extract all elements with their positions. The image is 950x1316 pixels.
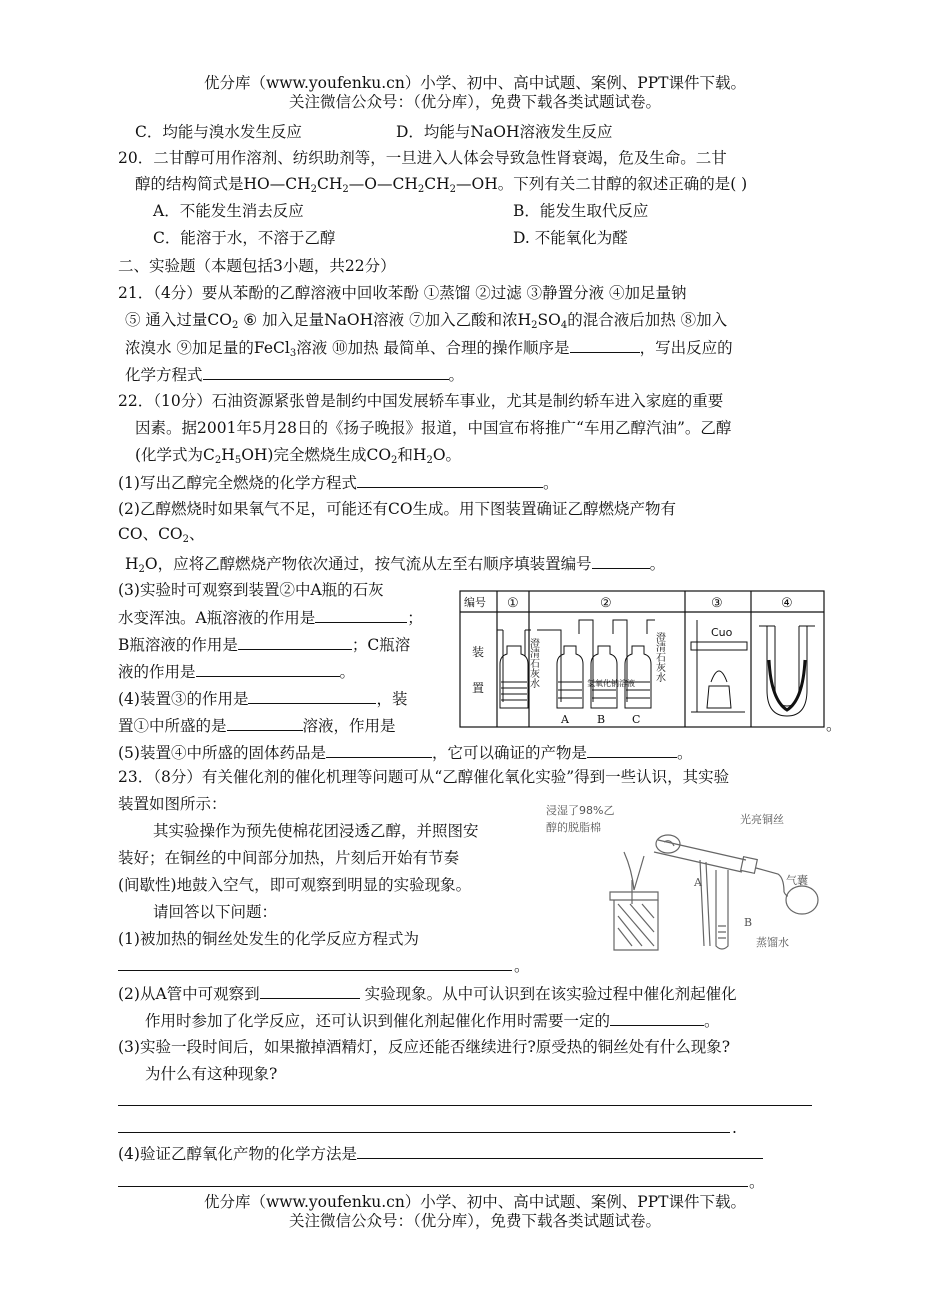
q21-equation-blank[interactable]	[203, 364, 449, 380]
q22-p3-b-blank[interactable]	[238, 634, 352, 650]
q23-apparatus-figure	[540, 800, 840, 952]
balloon-label: 气囊	[786, 874, 808, 887]
cuo-label: Cuo	[711, 626, 733, 639]
bottle-b-label: 氢氧化钠溶液	[587, 679, 635, 688]
bottle-b-letter: B	[597, 713, 606, 726]
table-num-2: ②	[600, 596, 612, 611]
q23-p3-end: .	[732, 1119, 737, 1137]
q22-line-2: 因素。据2001年5月28日的《扬子晚报》报道，中国宣布将推广“车用乙醇汽油”。乙醇	[135, 419, 732, 437]
q22-p1-blank[interactable]	[357, 472, 543, 488]
bottle-a-label: 澄清石灰水	[527, 638, 539, 688]
q23-glassware	[610, 835, 818, 950]
q19-option-d: D．均能与NaOH溶液发生反应	[396, 123, 613, 141]
table-row-label-2: 置	[472, 681, 485, 695]
header-line-2: 关注微信公众号：（优分库），免费下载各类试题试卷。	[288, 93, 661, 111]
q21-line-3: 浓溴水 ⑨加足量的FeCl$_3$溶液 ⑩加热 最简单、合理的操作顺序是 ，写出反应的	[125, 339, 733, 359]
q22-part-2-line-1: (2)乙醇燃烧时如果氧气不足，可能还有CO生成。用下图装置确证乙醇燃烧产物有	[118, 500, 677, 518]
q22-line-1: 22．（10分）石油资源紧张曾是制约中国发展轿车事业，尤其是制约轿车进入家庭的重要	[118, 392, 724, 410]
q23-line-2: 装置如图所示：	[118, 795, 227, 813]
q23-part-4: (4)验证乙醇氧化产物的化学方法是	[118, 1143, 763, 1164]
table-row-label-1: 装	[472, 645, 485, 659]
q23-part-3-line-2: 为什么有这种现象?	[145, 1065, 278, 1083]
table-num-1: ①	[507, 596, 519, 611]
footer-line-2: 关注微信公众号：（优分库），免费下载各类试题试卷。	[288, 1212, 661, 1230]
bottle-c-label: 澄清石灰水	[653, 632, 665, 682]
q23-line-5: (间歇性)地鼓入空气，即可观察到明显的实验现象。	[118, 876, 472, 894]
table-num-4: ④	[781, 596, 793, 611]
q23-line-3: 其实验操作为预先使棉花团浸透乙醇，并照图安	[153, 822, 479, 840]
q20-line-2: 醇的结构简式是$HO—CH_2CH_2—O—CH_2CH_2—OH$。下列有关二甘醇的叙述正确的是( )	[135, 175, 748, 195]
q23-p4-blank-2[interactable]	[118, 1186, 748, 1187]
q22-line-3: (化学式为$C_2H_5OH$)完全燃烧生成$CO_2$和$H_2O$。	[135, 446, 462, 466]
q20-option-d: D. 不能氧化为醛	[513, 229, 628, 247]
cotton-label-2: 醇的脱脂棉	[546, 821, 601, 834]
q22-apparatus-table	[459, 590, 825, 728]
footer-line-1: 优分库（www.youfenku.cn）小学、初中、高中试题、案例、PPT课件下载。	[203, 1193, 747, 1211]
q20-option-b: B．能发生取代反应	[513, 202, 649, 220]
q22-p3-a-blank[interactable]	[315, 607, 407, 623]
bottle-a-letter: A	[561, 713, 569, 726]
q22-p5-b-blank[interactable]	[587, 742, 677, 758]
q22-p3-c-blank[interactable]	[196, 661, 340, 677]
q20-option-c: C．能溶于水，不溶于乙醇	[153, 229, 336, 247]
q22-part-4-line-2: 置①中所盛的是 溶液，作用是	[118, 717, 396, 735]
q23-p1-blank[interactable]	[118, 970, 512, 971]
q23-p2-b-blank[interactable]	[610, 1010, 704, 1026]
q23-line-1: 23．（8分）有关催化剂的催化机理等问题可从“乙醇催化氧化实验”得到一些认识，其实验	[118, 768, 730, 786]
q22-part-3-line-2: 水变浑浊。A瓶溶液的作用是 ；	[118, 609, 423, 627]
q20-option-a: A．不能发生消去反应	[153, 202, 304, 220]
q22-part-4-end: 。	[826, 716, 842, 734]
q21-line-1: 21．（4分）要从苯酚的乙醇溶液中回收苯酚 ①蒸馏 ②过滤 ③静置分液 ④加足量钠	[118, 284, 687, 302]
q23-p3-blank-2[interactable]	[118, 1132, 730, 1133]
section-title: 二、实验题（本题包括3小题，共22分）	[118, 257, 396, 275]
q19-option-c: C．均能与溴水发生反应	[135, 123, 302, 141]
q22-p4-a-blank[interactable]	[248, 688, 376, 704]
q21-line-2: ⑤ 通入过量$CO_2$ ⑥ 加入足量NaOH溶液 ⑦加入乙酸和浓$H_2SO_4$的混合液后加热 ⑧加入	[125, 311, 728, 331]
q23-p3-blank-1[interactable]	[118, 1105, 812, 1106]
q23-part-2-line-1: (2)从A管中可观察到 实验现象。从中可认识到在该实验过程中催化剂起催化	[118, 985, 737, 1003]
tube-b-label: B	[744, 916, 753, 929]
table-num-3: ③	[711, 596, 723, 611]
q23-part-1: (1)被加热的铜丝处发生的化学反应方程式为	[118, 930, 419, 948]
device-1-bottle	[497, 630, 531, 708]
q23-p4-blank[interactable]	[357, 1143, 763, 1159]
tube-a-label: A	[694, 876, 702, 889]
q22-p4-b-blank[interactable]	[227, 715, 303, 731]
header-line-1: 优分库（www.youfenku.cn）小学、初中、高中试题、案例、PPT课件下载。	[203, 74, 747, 92]
q23-line-6: 请回答以下问题：	[153, 903, 278, 921]
q22-part-4-line-1: (4)装置③的作用是 ，装	[118, 690, 408, 708]
q21-line-4: 化学方程式 。	[125, 366, 465, 384]
bottle-c-letter: C	[632, 713, 641, 726]
device-4-u-tube	[759, 626, 815, 716]
q23-p1-end: 。	[514, 957, 530, 975]
q23-line-4: 装好；在铜丝的中间部分加热，片刻后开始有节奏	[118, 849, 460, 867]
device-2-bottles	[537, 620, 655, 708]
q23-part-3-line-1: (3)实验一段时间后，如果撤掉酒精灯，反应还能否继续进行?原受热的铜丝处有什么现象?	[118, 1038, 731, 1056]
q22-part-3-line-4: 液的作用是 。	[118, 663, 356, 681]
q23-p2-a-blank[interactable]	[260, 983, 360, 999]
q20-line-1: 20．二甘醇可用作溶剂、纺织助剂等，一旦进入人体会导致急性肾衰竭，危及生命。二甘	[118, 149, 727, 167]
q22-p5-a-blank[interactable]	[326, 742, 432, 758]
cotton-label-1: 浸湿了98%乙	[546, 804, 615, 817]
q22-part-2-line-3: $H_2O$，应将乙醇燃烧产物依次通过，按气流从左至右顺序填装置编号 。	[125, 555, 666, 575]
copper-label: 光亮铜丝	[740, 813, 784, 826]
q23-p4-end: 。	[749, 1173, 765, 1191]
q22-part-5: (5)装置④中所盛的固体药品是 ，它可以确证的产物是 。	[118, 744, 693, 762]
q22-p2-blank[interactable]	[592, 553, 650, 569]
q22-part-3-line-1: (3)实验时可观察到装置②中A瓶的石灰	[118, 581, 384, 599]
q22-part-1: (1)写出乙醇完全燃烧的化学方程式 。	[118, 474, 559, 492]
q22-part-2-line-2: CO、$CO_2$、	[118, 525, 205, 545]
q23-part-2-line-2: 作用时参加了化学反应，还可认识到催化剂起催化作用时需要一定的 。	[145, 1012, 720, 1030]
q21-order-blank[interactable]	[570, 337, 640, 353]
table-head-label: 编号	[464, 596, 486, 609]
water-label: 蒸馏水	[756, 936, 789, 949]
q22-part-3-line-3: B瓶溶液的作用是 ；C瓶溶	[118, 636, 411, 654]
